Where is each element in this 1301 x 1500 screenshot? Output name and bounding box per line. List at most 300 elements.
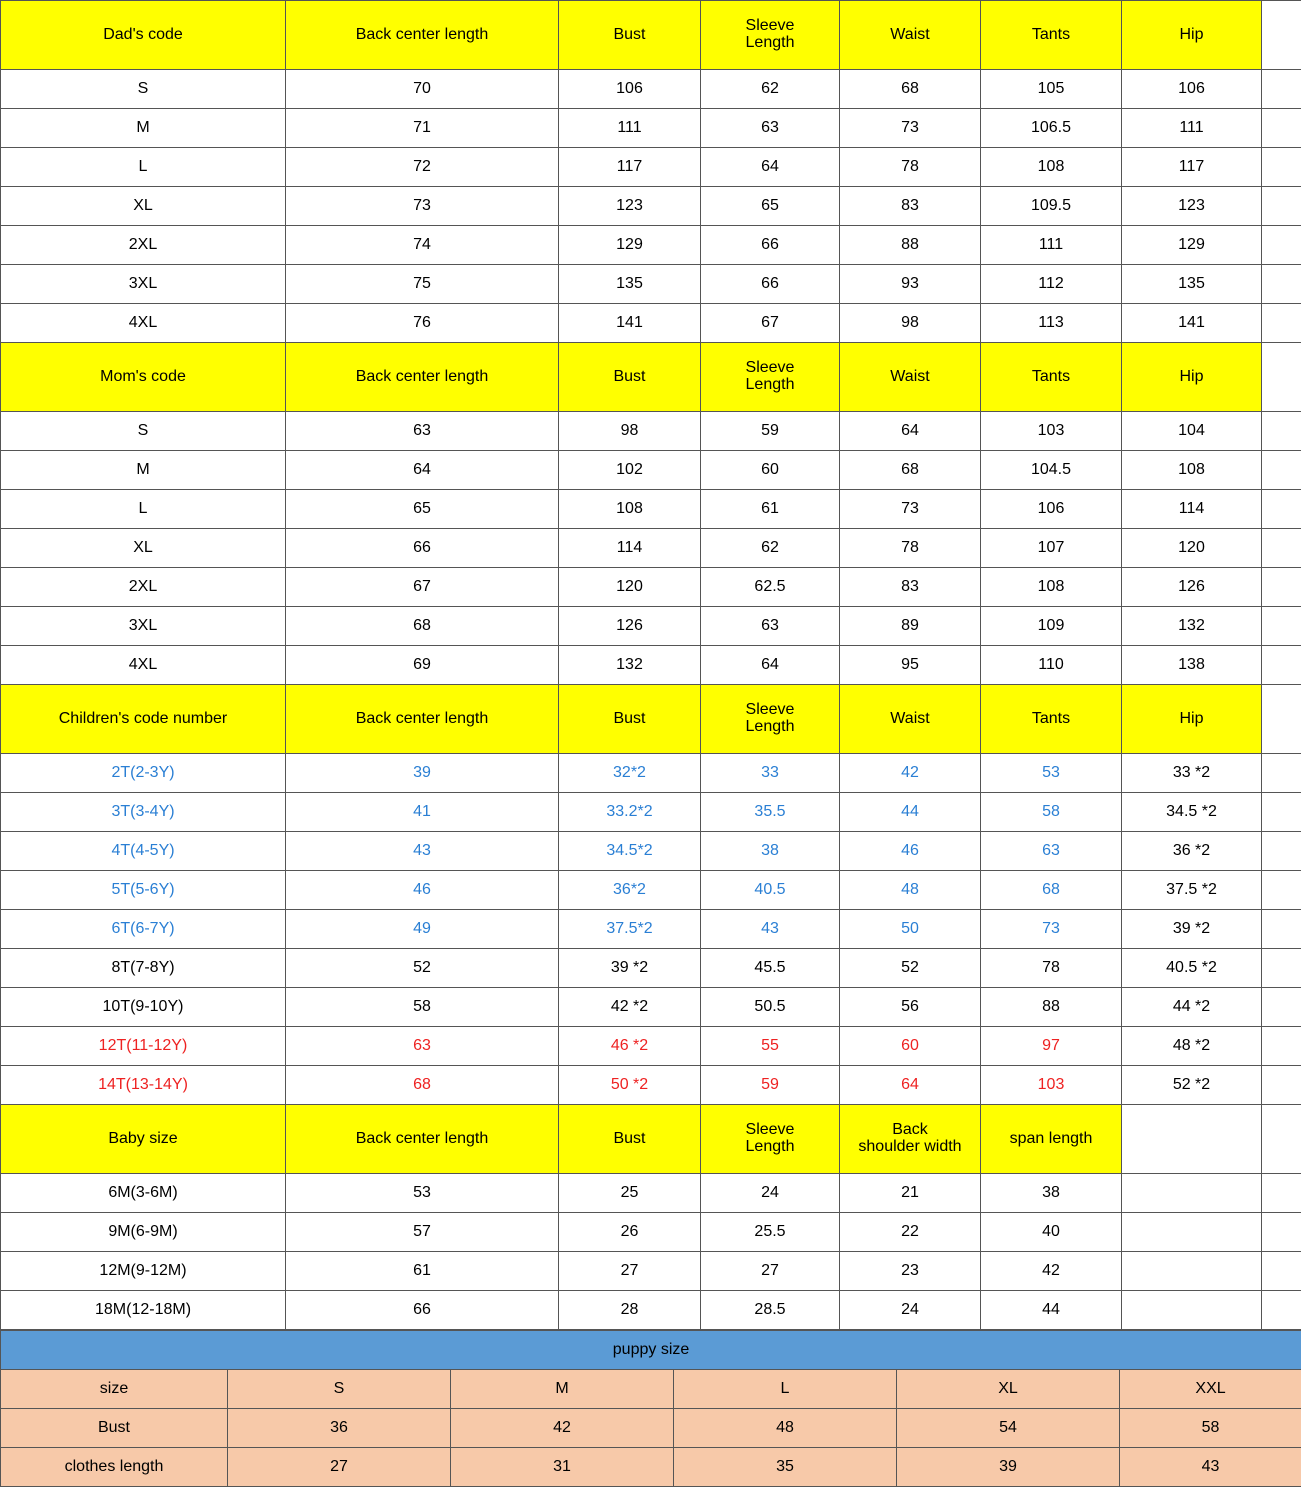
cell: 58 [981, 793, 1122, 832]
cell: 126 [1122, 568, 1262, 607]
cell: 52 [286, 949, 559, 988]
cell: 36 [228, 1409, 451, 1448]
cell: 75 [286, 265, 559, 304]
cell: 63 [286, 412, 559, 451]
spacer-cell [1262, 949, 1301, 988]
column-header: Waist [840, 685, 981, 754]
cell: 42 [451, 1409, 674, 1448]
cell: 46 *2 [559, 1027, 701, 1066]
cell: 33 [701, 754, 840, 793]
column-header: Hip [1122, 685, 1262, 754]
cell: 2XL [1, 226, 286, 265]
spacer-cell [1262, 988, 1301, 1027]
cell: 56 [840, 988, 981, 1027]
column-header: Sleeve Length [701, 685, 840, 754]
cell: 6M(3-6M) [1, 1174, 286, 1213]
table-row [1, 607, 1301, 646]
table-row [1, 451, 1301, 490]
cell: 141 [1122, 304, 1262, 343]
cell: 3XL [1, 265, 286, 304]
cell: 135 [559, 265, 701, 304]
cell: 50 [840, 910, 981, 949]
cell: 35 [674, 1448, 897, 1487]
cell: 37.5 *2 [1122, 871, 1262, 910]
cell: 10T(9-10Y) [1, 988, 286, 1027]
cell: 64 [701, 646, 840, 685]
cell: 12T(11-12Y) [1, 1027, 286, 1066]
column-header: Bust [559, 685, 701, 754]
cell: 34.5*2 [559, 832, 701, 871]
cell: 40.5 *2 [1122, 949, 1262, 988]
table-header-row [1, 685, 1301, 754]
spacer-cell [1122, 1105, 1262, 1174]
cell: 64 [840, 1066, 981, 1105]
column-header: Bust [559, 1105, 701, 1174]
cell: 4XL [1, 646, 286, 685]
cell: 39 [897, 1448, 1120, 1487]
column-header: Baby size [1, 1105, 286, 1174]
column-header: Waist [840, 1, 981, 70]
column-header: Mom's code [1, 343, 286, 412]
column-header: S [228, 1370, 451, 1409]
cell: 46 [840, 832, 981, 871]
cell: 62 [701, 529, 840, 568]
cell: 58 [286, 988, 559, 1027]
table-row [1, 148, 1301, 187]
column-header: Back center length [286, 343, 559, 412]
spacer-cell [1262, 871, 1301, 910]
cell: 38 [981, 1174, 1122, 1213]
cell: 64 [286, 451, 559, 490]
row-header: Bust [1, 1409, 228, 1448]
column-header: XL [897, 1370, 1120, 1409]
cell: 108 [1122, 451, 1262, 490]
table-row [1, 1027, 1301, 1066]
cell: 123 [559, 187, 701, 226]
cell: 6T(6-7Y) [1, 910, 286, 949]
cell: 44 [981, 1291, 1122, 1330]
cell: 110 [981, 646, 1122, 685]
cell: 104 [1122, 412, 1262, 451]
cell: 138 [1122, 646, 1262, 685]
table-header-row [1, 1370, 1301, 1409]
spacer-cell [1262, 1, 1301, 70]
cell: 120 [559, 568, 701, 607]
column-header: Sleeve Length [701, 1105, 840, 1174]
spacer-cell [1262, 1291, 1301, 1330]
column-header: Sleeve Length [701, 1, 840, 70]
cell: 66 [701, 226, 840, 265]
table-row [1, 490, 1301, 529]
cell: 33 *2 [1122, 754, 1262, 793]
cell: 71 [286, 109, 559, 148]
column-header: Back center length [286, 685, 559, 754]
cell: 28 [559, 1291, 701, 1330]
cell: 72 [286, 148, 559, 187]
cell: 48 *2 [1122, 1027, 1262, 1066]
spacer-cell [1262, 607, 1301, 646]
cell: 109.5 [981, 187, 1122, 226]
spacer-cell [1262, 754, 1301, 793]
cell: 44 *2 [1122, 988, 1262, 1027]
cell: 36*2 [559, 871, 701, 910]
cell: XL [1, 529, 286, 568]
cell: 132 [1122, 607, 1262, 646]
cell: 111 [559, 109, 701, 148]
cell: 50 *2 [559, 1066, 701, 1105]
column-header: M [451, 1370, 674, 1409]
cell: 76 [286, 304, 559, 343]
cell: 39 *2 [1122, 910, 1262, 949]
cell: 35.5 [701, 793, 840, 832]
spacer-cell [1262, 1105, 1301, 1174]
cell: M [1, 451, 286, 490]
cell: 43 [1120, 1448, 1301, 1487]
spacer-cell [1262, 187, 1301, 226]
cell: 108 [559, 490, 701, 529]
cell: 73 [286, 187, 559, 226]
column-header: span length [981, 1105, 1122, 1174]
cell: 61 [701, 490, 840, 529]
cell: 66 [701, 265, 840, 304]
cell: 49 [286, 910, 559, 949]
table-row [1, 109, 1301, 148]
table-row [1, 1409, 1301, 1448]
cell: L [1, 490, 286, 529]
cell: 40.5 [701, 871, 840, 910]
cell: 42 [840, 754, 981, 793]
cell: 68 [840, 70, 981, 109]
column-header: L [674, 1370, 897, 1409]
spacer-cell [1262, 109, 1301, 148]
cell: 4XL [1, 304, 286, 343]
spacer-cell [1262, 490, 1301, 529]
table-row [1, 949, 1301, 988]
cell: 14T(13-14Y) [1, 1066, 286, 1105]
table-row [1, 793, 1301, 832]
cell: 62.5 [701, 568, 840, 607]
spacer-cell [1122, 1213, 1262, 1252]
cell: 41 [286, 793, 559, 832]
cell: 73 [840, 490, 981, 529]
column-header: Tants [981, 685, 1122, 754]
cell: 68 [840, 451, 981, 490]
cell: 57 [286, 1213, 559, 1252]
table-row [1, 412, 1301, 451]
cell: 9M(6-9M) [1, 1213, 286, 1252]
spacer-cell [1122, 1252, 1262, 1291]
table-header-row [1, 1105, 1301, 1174]
cell: 97 [981, 1027, 1122, 1066]
column-header: Hip [1122, 1, 1262, 70]
cell: 114 [559, 529, 701, 568]
spacer-cell [1262, 529, 1301, 568]
cell: 98 [840, 304, 981, 343]
cell: 45.5 [701, 949, 840, 988]
cell: 32*2 [559, 754, 701, 793]
spacer-cell [1262, 70, 1301, 109]
spacer-cell [1262, 1066, 1301, 1105]
column-header: Back center length [286, 1, 559, 70]
cell: 89 [840, 607, 981, 646]
cell: 102 [559, 451, 701, 490]
cell: 129 [559, 226, 701, 265]
spacer-cell [1262, 412, 1301, 451]
cell: 109 [981, 607, 1122, 646]
column-header: Back shoulder width [840, 1105, 981, 1174]
cell: 106 [1122, 70, 1262, 109]
cell: 31 [451, 1448, 674, 1487]
cell: 25 [559, 1174, 701, 1213]
spacer-cell [1262, 646, 1301, 685]
cell: 40 [981, 1213, 1122, 1252]
table-row [1, 1066, 1301, 1105]
cell: 55 [701, 1027, 840, 1066]
table-row [1, 1174, 1301, 1213]
spacer-cell [1262, 685, 1301, 754]
table-header-row [1, 1, 1301, 70]
cell: 141 [559, 304, 701, 343]
cell: 83 [840, 568, 981, 607]
cell: 42 [981, 1252, 1122, 1291]
cell: 46 [286, 871, 559, 910]
spacer-cell [1262, 1252, 1301, 1291]
table-row [1, 646, 1301, 685]
cell: 73 [981, 910, 1122, 949]
cell: 26 [559, 1213, 701, 1252]
cell: 12M(9-12M) [1, 1252, 286, 1291]
cell: 24 [701, 1174, 840, 1213]
cell: 2XL [1, 568, 286, 607]
cell: 58 [1120, 1409, 1301, 1448]
cell: 44 [840, 793, 981, 832]
cell: 67 [701, 304, 840, 343]
cell: 43 [286, 832, 559, 871]
cell: 39 [286, 754, 559, 793]
cell: M [1, 109, 286, 148]
cell: 27 [701, 1252, 840, 1291]
cell: 38 [701, 832, 840, 871]
spacer-cell [1262, 568, 1301, 607]
spacer-cell [1262, 832, 1301, 871]
cell: 54 [897, 1409, 1120, 1448]
cell: 53 [286, 1174, 559, 1213]
column-header: Bust [559, 1, 701, 70]
cell: 78 [840, 148, 981, 187]
table-row [1, 568, 1301, 607]
cell: 70 [286, 70, 559, 109]
cell: 21 [840, 1174, 981, 1213]
cell: 103 [981, 412, 1122, 451]
column-header: XXL [1120, 1370, 1301, 1409]
cell: 33.2*2 [559, 793, 701, 832]
table-row [1, 910, 1301, 949]
cell: 65 [286, 490, 559, 529]
table-puppy-size [0, 1330, 1301, 1487]
cell: 66 [286, 1291, 559, 1330]
cell: 83 [840, 187, 981, 226]
table-row [1, 265, 1301, 304]
cell: 60 [840, 1027, 981, 1066]
cell: XL [1, 187, 286, 226]
cell: 22 [840, 1213, 981, 1252]
cell: 2T(2-3Y) [1, 754, 286, 793]
cell: S [1, 412, 286, 451]
cell: 69 [286, 646, 559, 685]
table-row [1, 988, 1301, 1027]
table-row [1, 832, 1301, 871]
column-header: Bust [559, 343, 701, 412]
cell: 106 [559, 70, 701, 109]
spacer-cell [1262, 148, 1301, 187]
table-row [1, 226, 1301, 265]
cell: 123 [1122, 187, 1262, 226]
spacer-cell [1262, 226, 1301, 265]
table-header-row [1, 343, 1301, 412]
cell: 62 [701, 70, 840, 109]
cell: 43 [701, 910, 840, 949]
table-row [1, 1448, 1301, 1487]
column-header: Tants [981, 1, 1122, 70]
cell: 132 [559, 646, 701, 685]
table-row [1, 70, 1301, 109]
column-header: Hip [1122, 343, 1262, 412]
cell: 88 [840, 226, 981, 265]
cell: 63 [981, 832, 1122, 871]
cell: 4T(4-5Y) [1, 832, 286, 871]
cell: 52 *2 [1122, 1066, 1262, 1105]
table-row [1, 1213, 1301, 1252]
cell: 78 [981, 949, 1122, 988]
table-row [1, 187, 1301, 226]
column-header: Tants [981, 343, 1122, 412]
cell: 60 [701, 451, 840, 490]
cell: 126 [559, 607, 701, 646]
spacer-cell [1262, 1027, 1301, 1066]
cell: 63 [701, 109, 840, 148]
cell: 74 [286, 226, 559, 265]
table-row [1, 871, 1301, 910]
spacer-cell [1122, 1174, 1262, 1213]
spacer-cell [1262, 451, 1301, 490]
cell: 8T(7-8Y) [1, 949, 286, 988]
cell: 78 [840, 529, 981, 568]
cell: 3XL [1, 607, 286, 646]
cell: 25.5 [701, 1213, 840, 1252]
cell: 117 [1122, 148, 1262, 187]
cell: 117 [559, 148, 701, 187]
cell: 53 [981, 754, 1122, 793]
spacer-cell [1122, 1291, 1262, 1330]
column-header: Dad's code [1, 1, 286, 70]
cell: 129 [1122, 226, 1262, 265]
cell: 48 [674, 1409, 897, 1448]
column-header: Sleeve Length [701, 343, 840, 412]
table-row [1, 754, 1301, 793]
cell: 27 [228, 1448, 451, 1487]
column-header: Waist [840, 343, 981, 412]
cell: 93 [840, 265, 981, 304]
cell: 106.5 [981, 109, 1122, 148]
column-header: Back center length [286, 1105, 559, 1174]
cell: 135 [1122, 265, 1262, 304]
cell: 113 [981, 304, 1122, 343]
cell: 66 [286, 529, 559, 568]
cell: 108 [981, 568, 1122, 607]
spacer-cell [1262, 793, 1301, 832]
spacer-cell [1262, 343, 1301, 412]
cell: 59 [701, 1066, 840, 1105]
cell: 42 *2 [559, 988, 701, 1027]
cell: 111 [981, 226, 1122, 265]
spacer-cell [1262, 265, 1301, 304]
table-row [1, 1252, 1301, 1291]
cell: 67 [286, 568, 559, 607]
cell: 18M(12-18M) [1, 1291, 286, 1330]
column-header: Children's code number [1, 685, 286, 754]
cell: 114 [1122, 490, 1262, 529]
spacer-cell [1262, 304, 1301, 343]
cell: 3T(3-4Y) [1, 793, 286, 832]
cell: 52 [840, 949, 981, 988]
cell: 105 [981, 70, 1122, 109]
cell: 39 *2 [559, 949, 701, 988]
cell: 107 [981, 529, 1122, 568]
cell: 48 [840, 871, 981, 910]
cell: 63 [701, 607, 840, 646]
cell: 108 [981, 148, 1122, 187]
cell: 36 *2 [1122, 832, 1262, 871]
table-row [1, 304, 1301, 343]
cell: S [1, 70, 286, 109]
cell: 59 [701, 412, 840, 451]
cell: 65 [701, 187, 840, 226]
cell: 68 [981, 871, 1122, 910]
cell: 111 [1122, 109, 1262, 148]
row-header: size [1, 1370, 228, 1409]
cell: 61 [286, 1252, 559, 1291]
row-header: clothes length [1, 1448, 228, 1487]
puppy-title-row [1, 1331, 1301, 1370]
table-row [1, 529, 1301, 568]
cell: 68 [286, 607, 559, 646]
cell: 23 [840, 1252, 981, 1291]
cell: 27 [559, 1252, 701, 1291]
cell: 28.5 [701, 1291, 840, 1330]
cell: 95 [840, 646, 981, 685]
spacer-cell [1262, 1174, 1301, 1213]
spacer-cell [1262, 910, 1301, 949]
table-row [1, 1291, 1301, 1330]
spacer-cell [1262, 1213, 1301, 1252]
cell: 104.5 [981, 451, 1122, 490]
cell: 24 [840, 1291, 981, 1330]
cell: 112 [981, 265, 1122, 304]
cell: 103 [981, 1066, 1122, 1105]
cell: L [1, 148, 286, 187]
cell: 98 [559, 412, 701, 451]
cell: 88 [981, 988, 1122, 1027]
cell: 63 [286, 1027, 559, 1066]
cell: 64 [701, 148, 840, 187]
cell: 73 [840, 109, 981, 148]
cell: 5T(5-6Y) [1, 871, 286, 910]
cell: 64 [840, 412, 981, 451]
cell: 106 [981, 490, 1122, 529]
cell: 120 [1122, 529, 1262, 568]
cell: 34.5 *2 [1122, 793, 1262, 832]
cell: 68 [286, 1066, 559, 1105]
